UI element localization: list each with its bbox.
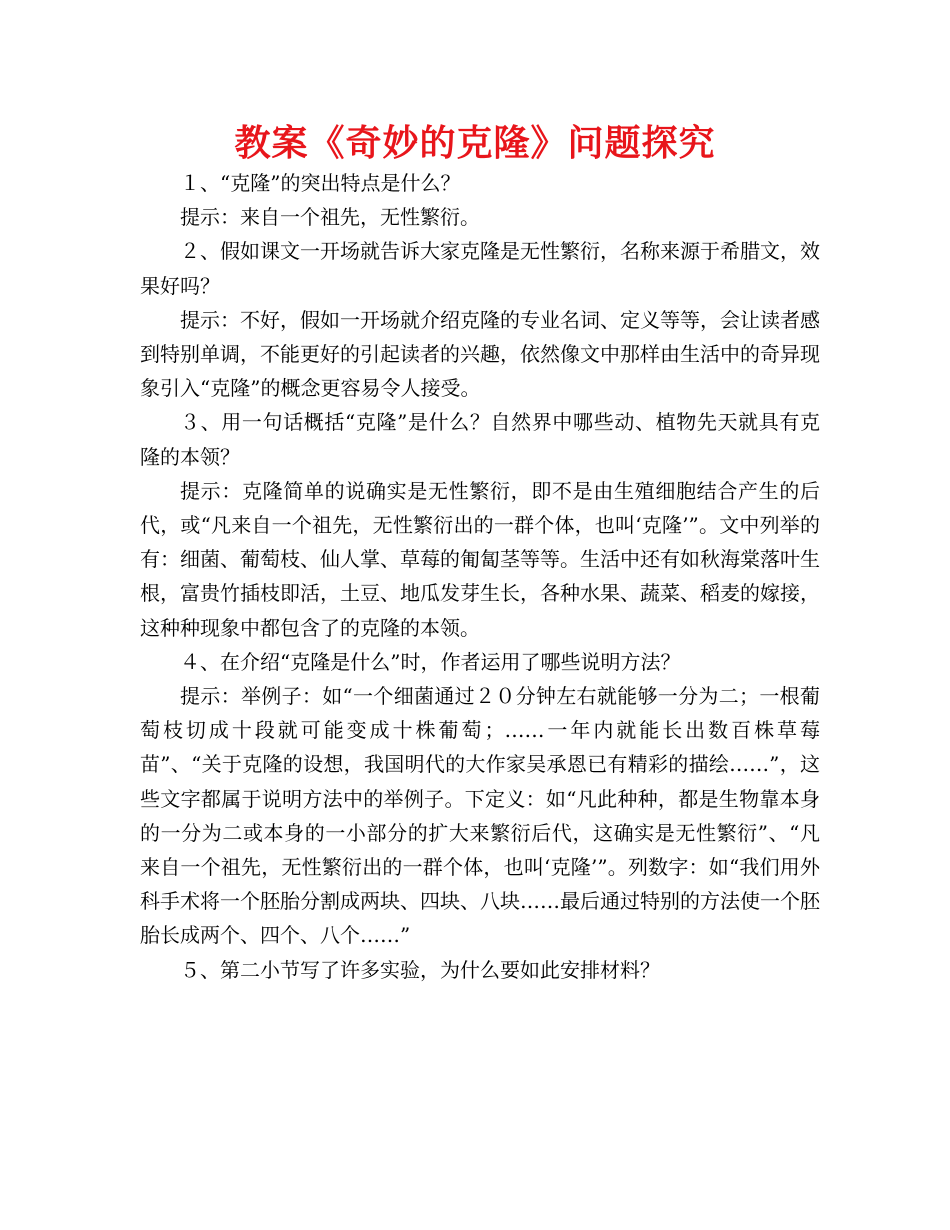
paragraph-question-5: ５、第二小节写了许多实验，为什么要如此安排材料？ <box>180 957 660 982</box>
paragraph-question-3: ３、用一句话概括“克隆”是什么？自然界中哪些动、植物先天就具有克隆的本领？ <box>140 410 820 469</box>
document-title: 教案《奇妙的克隆》问题探究 <box>234 123 716 164</box>
paragraph-question-1: １、“克隆”的突出特点是什么？ <box>180 171 461 195</box>
paragraph-hint-2: 提示：不好，假如一开场就介绍克隆的专业名词、定义等等，会让读者感到特别单调，不能更好的引起读者的兴趣，依然像文中那样由生活中的奇异现象引入“克隆”的概念更容易令人接受。 <box>140 307 820 401</box>
paragraph-hint-3: 提示：克隆简单的说确实是无性繁衍，即不是由生殖细胞结合产生的后代，或“凡来自一个祖先，无性繁衍出的一群个体，也叫‘克隆’”。文中列举的有：细菌、葡萄枝、仙人掌、草莓的匍匐茎等等。生活中还有如秋海棠落叶生根，富贵竹插枝即活，土豆、地瓜发芽生长，各种水果、蔬菜、稻麦的嫁接，这种种现象中都包含了的克隆的本领。 <box>140 478 820 640</box>
document-body <box>140 166 820 987</box>
paragraph-hint-4: 提示：举例子：如“一个细菌通过２０分钟左右就能够一分为二；一根葡萄枝切成十段就可能变成十株葡萄；……一年内就能长出数百株草莓苗”、“关于克隆的设想，我国明代的大作家吴承恩已有精彩的描绘……”，这些文字都属于说明方法中的举例子。下定义：如“凡此种种，都是生物靠本身的一分为二或本身的一小部分的扩大来繁衍后代，这确实是无性繁衍”、“凡来自一个祖先，无性繁衍出的一群个体，也叫‘克隆’”。列数字：如“我们用外科手术将一个胚胎分割成两块、四块、八块……最后通过特别的方法使一个胚胎长成两个、四个、八个……” <box>140 684 820 948</box>
paragraph-hint-1: 提示：来自一个祖先，无性繁衍。 <box>180 205 480 230</box>
paragraph-question-2: ２、假如课文一开场就告诉大家克隆是无性繁衍，名称来源于希腊文，效果好吗？ <box>140 239 820 298</box>
paragraph-question-4: ４、在介绍“克隆是什么”时，作者运用了哪些说明方法？ <box>180 649 681 674</box>
